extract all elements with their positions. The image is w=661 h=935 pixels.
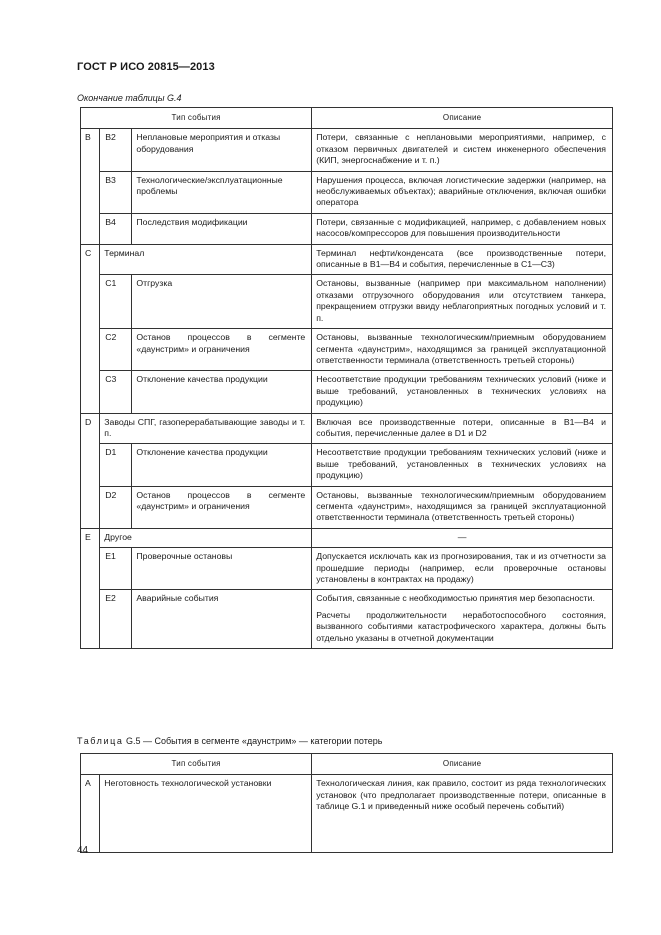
table-header-row — [81, 108, 613, 129]
event-description: Остановы, вызванные технологическим/приемным оборудованием сегмента «даунстрим», находящимся за границей эксплуатационной ответственности терминала (ответственность третьей стороны) — [312, 329, 613, 371]
event-description: Нарушения процесса, включая логистические задержки (например, на необслуживаемых объектах); аварийные отключения, включая ошибки оператора — [312, 171, 613, 213]
table-row — [81, 275, 613, 329]
event-type: Останов процессов в сегменте «даунстрим» и ограничения — [132, 486, 312, 528]
event-description: Допускается исключать как из прогнозирования, так и из отчетности за прошедшие периоды (например, если проверочные остановы установлены в контрактах на продажу) — [312, 548, 613, 590]
table-g4 — [80, 107, 613, 649]
table-row — [81, 590, 613, 649]
column-header-type: Тип события — [81, 754, 312, 775]
table-row — [81, 371, 613, 413]
document-header: ГОСТ Р ИСО 20815—2013 — [77, 61, 215, 73]
table-continuation-caption: Окончание таблицы G.4 — [77, 93, 182, 103]
event-description: Потери, связанные с модификацией, например, с добавлением новых насосов/компрессоров для повышения производительности — [312, 213, 613, 244]
column-header-description: Описание — [312, 754, 613, 775]
table-row — [81, 329, 613, 371]
event-description: Терминал нефти/конденсата (все производственные потери, описанные в B1—B4 и события, перечисленные в C1—C3) — [312, 244, 613, 275]
table-row — [81, 548, 613, 590]
category-title: Неготовность технологической установки — [100, 775, 312, 853]
event-code: D1 — [100, 444, 132, 486]
event-code: B2 — [100, 129, 132, 171]
event-description: Потери, связанные с неплановыми мероприятиями, например, с отказом первичных двигателей и систем инженерного обеспечения (КИП, энергоснабжение и т. п.) — [312, 129, 613, 171]
event-type: Проверочные остановы — [132, 548, 312, 590]
event-description: Остановы, вызванные (например при максимальном наполнении) отказами отгрузочного оборудования или отсутствием танкера, прекращением отгрузки ввиду неблагоприятных погодных условий и т. п. — [312, 275, 613, 329]
description-paragraph: События, связанные с необходимостью принятия мер безопасности. — [316, 593, 595, 604]
event-type: Отклонение качества продукции — [132, 371, 312, 413]
table-row — [81, 444, 613, 486]
page-number: 44 — [77, 845, 89, 856]
event-code: E1 — [100, 548, 132, 590]
event-description: Включая все производственные потери, описанные в B1—B4 и события, перечисленные далее в D1 и D2 — [312, 413, 613, 444]
table-row — [81, 213, 613, 244]
category-title: Другое — [100, 528, 312, 547]
table-row — [81, 486, 613, 528]
event-type: Неплановые мероприятия и отказы оборудования — [132, 129, 312, 171]
event-description: Остановы, вызванные технологическим/приемным оборудованием сегмента «даунстрим», находящимся за границей эксплуатационной ответственности терминала (ответственность третьей стороны) — [312, 486, 613, 528]
event-description: — — [312, 528, 613, 547]
table-g5 — [80, 753, 613, 853]
category-title: Терминал — [100, 244, 312, 275]
table-caption-text: G.5 — События в сегменте «даунстрим» — категории потерь — [123, 736, 383, 746]
category-cell: C — [81, 244, 100, 413]
category-cell: B — [81, 129, 100, 244]
table-row — [81, 171, 613, 213]
event-type: Аварийные события — [132, 590, 312, 649]
event-code: D2 — [100, 486, 132, 528]
category-cell: A — [81, 775, 100, 853]
table-row — [81, 244, 613, 275]
table-row — [81, 413, 613, 444]
category-title: Заводы СПГ, газоперерабатывающие заводы и т. п. — [100, 413, 312, 444]
event-description: Несоответствие продукции требованиям технических условий (ниже и выше требований, установленных в технических условиях на продукцию) — [312, 444, 613, 486]
event-code: B4 — [100, 213, 132, 244]
table-row — [81, 129, 613, 171]
table-row — [81, 528, 613, 547]
table-caption — [77, 736, 382, 746]
category-cell: E — [81, 528, 100, 648]
table-row — [81, 775, 613, 853]
column-header-type: Тип события — [81, 108, 312, 129]
event-code: B3 — [100, 171, 132, 213]
event-type: Отгрузка — [132, 275, 312, 329]
event-type: Отклонение качества продукции — [132, 444, 312, 486]
event-description: Технологическая линия, как правило, состоит из ряда технологических установок (что предполагает производственные потери, описанные в таблице G.1 и приведенный ниже особый перечень событий) — [312, 775, 613, 853]
description-paragraph: Расчеты продолжительности неработоспособного состояния, вызванного событиями катастрофического характера, должны быть отдельно указаны в отчетной документации — [316, 609, 606, 643]
event-description — [312, 590, 613, 649]
event-type: Останов процессов в сегменте «даунстрим» и ограничения — [132, 329, 312, 371]
event-code: E2 — [100, 590, 132, 649]
category-cell: D — [81, 413, 100, 528]
event-code: C3 — [100, 371, 132, 413]
column-header-description: Описание — [312, 108, 613, 129]
event-description: Несоответствие продукции требованиям технических условий (ниже и выше требований, установленных в технических условиях на продукцию) — [312, 371, 613, 413]
table-header-row — [81, 754, 613, 775]
table-caption-prefix: Таблица — [77, 736, 124, 746]
event-code: C1 — [100, 275, 132, 329]
event-type: Технологические/эксплуатационные проблемы — [132, 171, 312, 213]
event-type: Последствия модификации — [132, 213, 312, 244]
event-code: C2 — [100, 329, 132, 371]
